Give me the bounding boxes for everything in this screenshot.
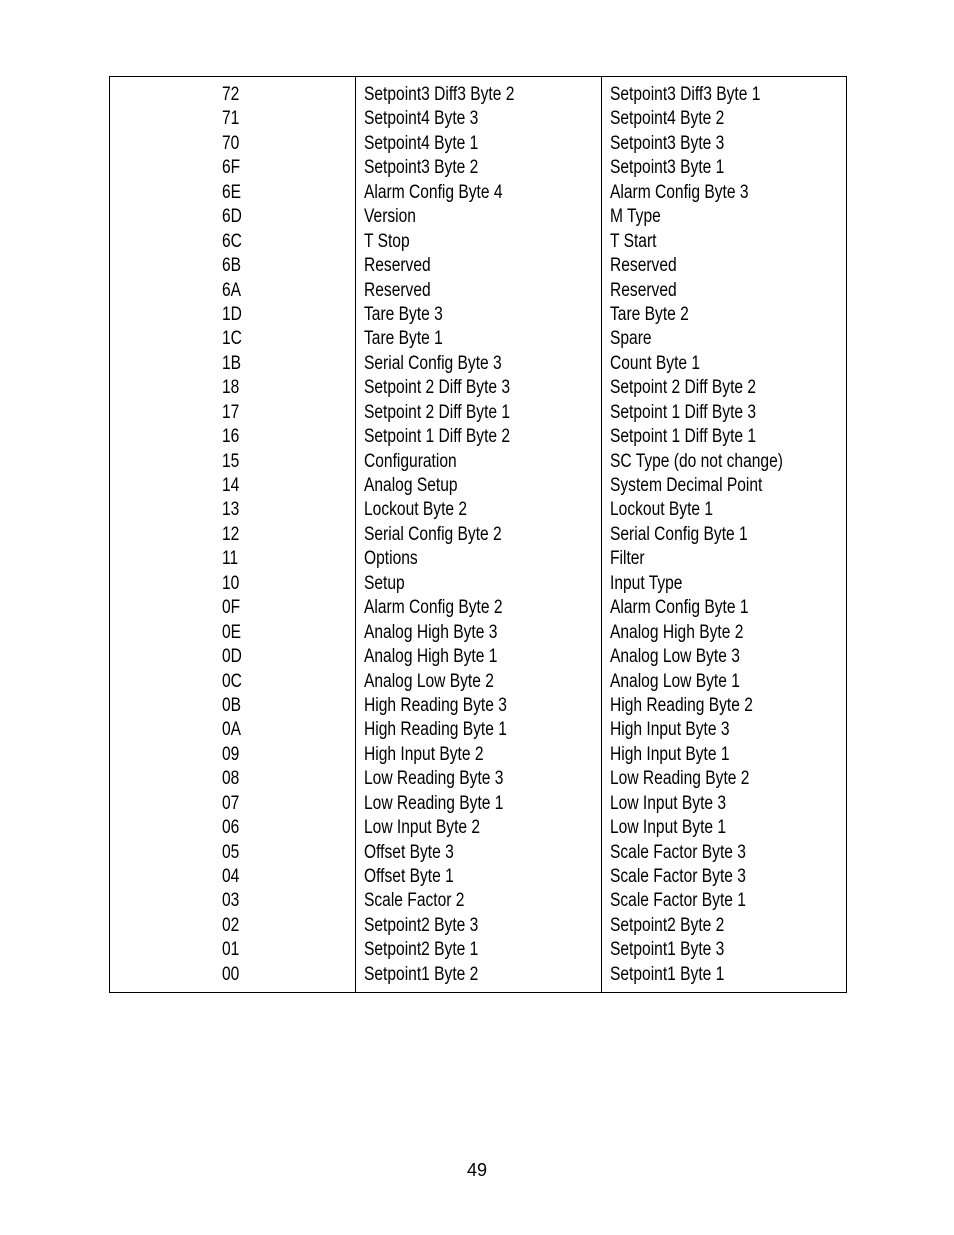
address-cell-text: 01: [222, 939, 240, 961]
high-byte-cell: [356, 327, 601, 351]
high-byte-cell-text: Options: [364, 548, 418, 570]
high-byte-cell: [356, 523, 601, 547]
high-byte-cell-text: Setpoint4 Byte 3: [364, 108, 479, 130]
address-cell: [110, 498, 355, 522]
low-byte-cell-text: Low Input Byte 1: [610, 817, 727, 839]
high-byte-cell: [356, 621, 601, 645]
address-cell: [110, 694, 355, 718]
address-cell: [110, 963, 355, 987]
low-byte-cell-text: Setpoint3 Byte 3: [610, 132, 725, 154]
high-byte-cell: [356, 694, 601, 718]
address-cell-text: 04: [222, 866, 240, 887]
low-byte-cell: [602, 474, 846, 498]
address-cell-text: 0A: [222, 719, 242, 741]
low-byte-cell: [602, 938, 846, 962]
low-byte-cell: [602, 914, 846, 938]
low-byte-cell: [602, 450, 846, 474]
high-byte-cell: [356, 914, 601, 938]
address-cell-text: 0B: [222, 694, 242, 716]
low-byte-cell-text: Tare Byte 2: [610, 303, 689, 325]
high-byte-cell-text: Low Input Byte 2: [364, 817, 481, 839]
high-byte-cell-text: Lockout Byte 2: [364, 499, 468, 521]
low-byte-cell-text: Setpoint3 Diff3 Byte 1: [610, 84, 761, 105]
high-byte-cell: [356, 547, 601, 571]
address-cell-text: 17: [222, 401, 240, 423]
low-byte-cell: [602, 401, 846, 425]
low-byte-cell: [602, 107, 846, 131]
high-byte-cell: [356, 205, 601, 229]
address-cell: [110, 474, 355, 498]
low-byte-cell-text: Setpoint3 Byte 1: [610, 157, 725, 179]
low-byte-cell: [602, 743, 846, 767]
low-byte-cell-text: Setpoint4 Byte 2: [610, 108, 725, 130]
high-byte-cell-text: Setup: [364, 572, 405, 594]
high-byte-cell-text: Offset Byte 1: [364, 866, 454, 887]
register-table: [109, 76, 847, 993]
low-byte-cell-text: Setpoint1 Byte 3: [610, 939, 725, 961]
low-byte-cell-text: Scale Factor Byte 1: [610, 890, 746, 912]
high-byte-cell-text: Analog Low Byte 2: [364, 670, 494, 692]
low-byte-cell-text: Alarm Config Byte 3: [610, 181, 749, 203]
address-cell-text: 70: [222, 132, 240, 154]
address-cell: [110, 889, 355, 913]
high-byte-cell-text: Low Reading Byte 1: [364, 792, 504, 814]
high-byte-cell-text: Serial Config Byte 3: [364, 352, 502, 374]
address-cell: [110, 107, 355, 131]
address-cell: [110, 670, 355, 694]
high-byte-cell-text: Setpoint2 Byte 1: [364, 939, 479, 961]
high-byte-cell: [356, 83, 601, 107]
address-cell: [110, 816, 355, 840]
high-byte-cell: [356, 279, 601, 303]
low-byte-cell-text: Setpoint1 Byte 1: [610, 963, 725, 985]
low-byte-cell-text: Setpoint2 Byte 2: [610, 914, 725, 936]
address-cell: [110, 303, 355, 327]
low-byte-cell: [602, 572, 846, 596]
address-cell: [110, 425, 355, 449]
address-cell-text: 05: [222, 841, 240, 863]
address-cell-text: 03: [222, 890, 240, 912]
address-cell: [110, 230, 355, 254]
low-byte-cell-text: Count Byte 1: [610, 352, 701, 374]
high-byte-cell-text: Alarm Config Byte 2: [364, 597, 503, 619]
address-cell: [110, 83, 355, 107]
low-byte-cell-text: Alarm Config Byte 1: [610, 597, 749, 619]
address-cell-text: 14: [222, 475, 240, 496]
low-byte-cell-text: High Input Byte 3: [610, 719, 730, 741]
address-cell: [110, 596, 355, 620]
high-byte-cell: [356, 401, 601, 425]
low-byte-cell-text: Spare: [610, 328, 652, 350]
low-byte-cell-text: M Type: [610, 206, 661, 228]
address-cell-text: 6F: [222, 157, 241, 179]
high-byte-cell: [356, 376, 601, 400]
address-cell-text: 1C: [222, 328, 242, 350]
low-byte-cell: [602, 279, 846, 303]
high-byte-cell-text: Scale Factor 2: [364, 890, 465, 912]
address-cell: [110, 181, 355, 205]
address-cell: [110, 865, 355, 889]
high-byte-cell: [356, 156, 601, 180]
address-cell: [110, 743, 355, 767]
address-cell-text: 71: [222, 108, 240, 130]
address-cell-text: 09: [222, 743, 240, 765]
high-byte-cell-text: Alarm Config Byte 4: [364, 181, 503, 203]
address-cell-text: 72: [222, 84, 240, 105]
address-cell: [110, 767, 355, 791]
low-byte-cell-text: Reserved: [610, 255, 677, 277]
high-byte-cell: [356, 767, 601, 791]
address-cell-text: 6D: [222, 206, 242, 228]
address-cell: [110, 327, 355, 351]
high-byte-cell: [356, 792, 601, 816]
address-cell-text: 10: [222, 572, 240, 594]
low-byte-cell: [602, 230, 846, 254]
low-byte-cell: [602, 547, 846, 571]
low-byte-cell: [602, 792, 846, 816]
high-byte-cell: [356, 645, 601, 669]
address-cell-text: 12: [222, 523, 240, 545]
high-byte-cell-text: Setpoint2 Byte 3: [364, 914, 479, 936]
low-byte-cell-text: Scale Factor Byte 3: [610, 841, 746, 863]
address-cell: [110, 132, 355, 156]
address-cell: [110, 938, 355, 962]
high-byte-cell-text: Serial Config Byte 2: [364, 523, 502, 545]
low-byte-cell: [602, 327, 846, 351]
address-cell-text: 16: [222, 426, 240, 448]
address-cell: [110, 547, 355, 571]
high-byte-cell: [356, 230, 601, 254]
low-byte-cell: [602, 181, 846, 205]
high-byte-cell: [356, 132, 601, 156]
address-cell: [110, 352, 355, 376]
low-byte-cell: [602, 670, 846, 694]
low-byte-cell-text: High Input Byte 1: [610, 743, 730, 765]
high-byte-cell-text: High Reading Byte 3: [364, 694, 507, 716]
low-byte-cell: [602, 718, 846, 742]
low-byte-cell-text: Filter: [610, 548, 645, 570]
low-byte-cell: [602, 205, 846, 229]
high-byte-cell-text: Analog High Byte 3: [364, 621, 498, 643]
address-cell: [110, 376, 355, 400]
high-byte-cell-text: Tare Byte 1: [364, 328, 443, 350]
low-byte-cell: [602, 889, 846, 913]
address-cell: [110, 621, 355, 645]
high-byte-cell-text: Configuration: [364, 450, 457, 472]
high-byte-cell: [356, 596, 601, 620]
low-byte-cell: [602, 156, 846, 180]
high-byte-cell: [356, 841, 601, 865]
low-byte-column: [602, 77, 846, 992]
low-byte-cell: [602, 83, 846, 107]
low-byte-cell: [602, 621, 846, 645]
address-cell-text: 11: [222, 548, 239, 570]
address-cell: [110, 205, 355, 229]
address-cell-text: 0C: [222, 670, 242, 692]
address-cell-text: 13: [222, 499, 240, 521]
high-byte-cell: [356, 963, 601, 987]
address-cell-text: 6C: [222, 230, 242, 252]
high-byte-cell: [356, 181, 601, 205]
low-byte-cell: [602, 523, 846, 547]
high-byte-cell: [356, 107, 601, 131]
high-byte-cell: [356, 889, 601, 913]
address-cell: [110, 156, 355, 180]
high-byte-cell-text: Setpoint3 Byte 2: [364, 157, 479, 179]
high-byte-cell-text: High Reading Byte 1: [364, 719, 507, 741]
address-cell: [110, 401, 355, 425]
low-byte-cell: [602, 865, 846, 889]
address-cell: [110, 914, 355, 938]
low-byte-cell-text: Lockout Byte 1: [610, 499, 714, 521]
high-byte-cell-text: Reserved: [364, 255, 431, 277]
low-byte-cell: [602, 694, 846, 718]
high-byte-cell: [356, 670, 601, 694]
address-cell-text: 08: [222, 768, 240, 790]
low-byte-cell: [602, 352, 846, 376]
address-cell-text: 0E: [222, 621, 242, 643]
low-byte-cell-text: Low Input Byte 3: [610, 792, 727, 814]
high-byte-cell-text: T Stop: [364, 230, 410, 252]
low-byte-cell: [602, 841, 846, 865]
address-cell: [110, 450, 355, 474]
address-cell: [110, 645, 355, 669]
high-byte-cell: [356, 816, 601, 840]
high-byte-cell-text: Setpoint 2 Diff Byte 1: [364, 401, 511, 423]
address-cell-text: 07: [222, 792, 240, 814]
low-byte-cell: [602, 767, 846, 791]
address-cell-text: 00: [222, 963, 240, 985]
address-cell-text: 06: [222, 817, 240, 839]
low-byte-cell-text: High Reading Byte 2: [610, 694, 753, 716]
low-byte-cell-text: SC Type (do not change): [610, 450, 783, 472]
address-cell-text: 18: [222, 377, 240, 399]
high-byte-cell: [356, 425, 601, 449]
low-byte-cell: [602, 816, 846, 840]
high-byte-cell: [356, 450, 601, 474]
low-byte-cell-text: Setpoint 2 Diff Byte 2: [610, 377, 757, 399]
address-cell: [110, 523, 355, 547]
address-cell: [110, 279, 355, 303]
low-byte-cell-text: Analog Low Byte 3: [610, 646, 740, 668]
low-byte-cell-text: Input Type: [610, 572, 683, 594]
address-cell: [110, 792, 355, 816]
high-byte-cell: [356, 474, 601, 498]
high-byte-cell: [356, 498, 601, 522]
address-cell: [110, 718, 355, 742]
low-byte-cell: [602, 645, 846, 669]
high-byte-cell-text: Analog Setup: [364, 475, 458, 496]
low-byte-cell-text: Setpoint 1 Diff Byte 1: [610, 426, 757, 448]
address-cell-text: 1D: [222, 303, 242, 325]
high-byte-cell: [356, 254, 601, 278]
low-byte-cell-text: Scale Factor Byte 3: [610, 866, 746, 887]
address-cell: [110, 572, 355, 596]
address-cell-text: 1B: [222, 352, 242, 374]
high-byte-cell: [356, 865, 601, 889]
address-cell-text: 6B: [222, 255, 242, 277]
low-byte-cell: [602, 254, 846, 278]
low-byte-cell-text: Low Reading Byte 2: [610, 768, 750, 790]
low-byte-cell-text: Analog Low Byte 1: [610, 670, 740, 692]
high-byte-cell-text: Tare Byte 3: [364, 303, 443, 325]
low-byte-cell-text: Serial Config Byte 1: [610, 523, 748, 545]
high-byte-cell-text: Setpoint4 Byte 1: [364, 132, 479, 154]
low-byte-cell: [602, 303, 846, 327]
high-byte-cell-text: Offset Byte 3: [364, 841, 454, 863]
low-byte-cell: [602, 963, 846, 987]
address-cell-text: 15: [222, 450, 240, 472]
low-byte-cell: [602, 132, 846, 156]
low-byte-cell-text: System Decimal Point: [610, 475, 763, 496]
high-byte-cell-text: High Input Byte 2: [364, 743, 484, 765]
address-cell-text: 6E: [222, 181, 242, 203]
low-byte-cell-text: Setpoint 1 Diff Byte 3: [610, 401, 757, 423]
high-byte-cell: [356, 743, 601, 767]
address-cell-text: 02: [222, 914, 240, 936]
high-byte-cell: [356, 572, 601, 596]
page-number: 49: [466, 1160, 488, 1180]
high-byte-cell: [356, 352, 601, 376]
low-byte-cell: [602, 376, 846, 400]
address-column: [110, 77, 356, 992]
high-byte-cell-text: Setpoint 1 Diff Byte 2: [364, 426, 511, 448]
high-byte-cell-text: Setpoint3 Diff3 Byte 2: [364, 84, 515, 105]
address-cell-text: 0F: [222, 597, 241, 619]
high-byte-column: [356, 77, 602, 992]
high-byte-cell-text: Setpoint 2 Diff Byte 3: [364, 377, 511, 399]
low-byte-cell: [602, 596, 846, 620]
low-byte-cell-text: Reserved: [610, 279, 677, 301]
low-byte-cell-text: Analog High Byte 2: [610, 621, 744, 643]
high-byte-cell-text: Version: [364, 206, 416, 228]
address-cell-text: 6A: [222, 279, 242, 301]
high-byte-cell-text: Low Reading Byte 3: [364, 768, 504, 790]
address-cell: [110, 841, 355, 865]
low-byte-cell: [602, 498, 846, 522]
address-cell-text: 0D: [222, 646, 242, 668]
high-byte-cell: [356, 718, 601, 742]
high-byte-cell: [356, 303, 601, 327]
high-byte-cell-text: Analog High Byte 1: [364, 646, 498, 668]
high-byte-cell-text: Setpoint1 Byte 2: [364, 963, 479, 985]
low-byte-cell-text: T Start: [610, 230, 657, 252]
high-byte-cell-text: Reserved: [364, 279, 431, 301]
address-cell: [110, 254, 355, 278]
high-byte-cell: [356, 938, 601, 962]
low-byte-cell: [602, 425, 846, 449]
